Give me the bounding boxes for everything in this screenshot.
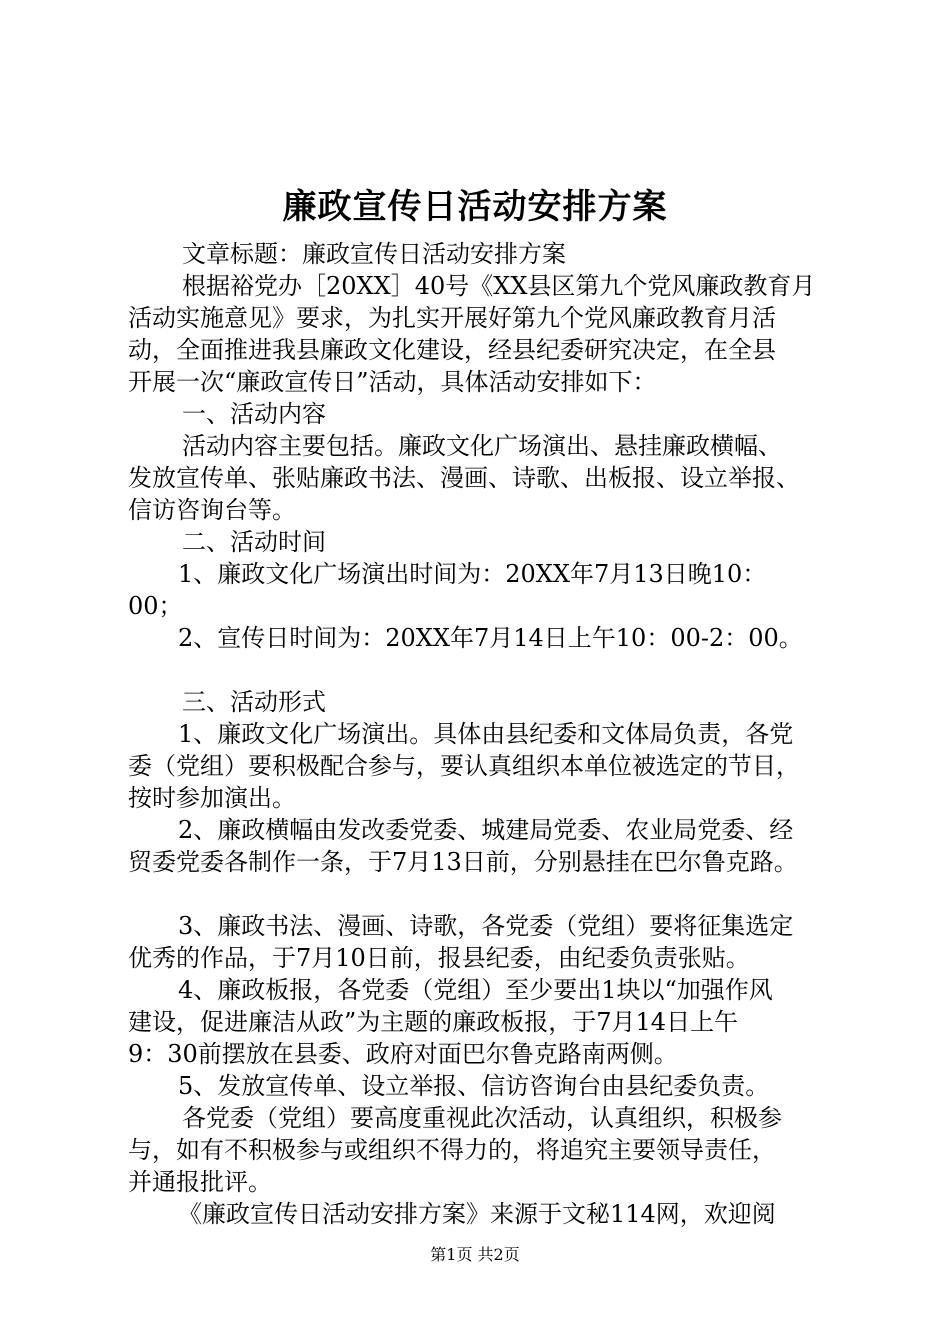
section-heading: 一、活动内容 — [182, 400, 326, 428]
paragraph-line: 信访咨询台等。 — [128, 496, 296, 524]
paragraph-line: 优秀的作品，于7月10日前，报县纪委，由纪委负责张贴。 — [128, 944, 750, 972]
paragraph-line: 建设，促进廉洁从政”为主题的廉政板报，于7月14日上午 — [128, 1008, 739, 1036]
paragraph-line: 按时参加演出。 — [128, 784, 296, 812]
section-heading: 二、活动时间 — [182, 528, 326, 556]
paragraph-line: 与，如有不积极参与或组织不得力的，将追究主要领导责任， — [128, 1136, 776, 1164]
paragraph-line: 贸委党委各制作一条，于7月13日前，分别悬挂在巴尔鲁克路。 — [128, 848, 798, 876]
paragraph-line: 2、廉政横幅由发改委党委、城建局党委、农业局党委、经 — [178, 816, 794, 844]
paragraph-line: 动，全面推进我县廉政文化建设，经县纪委研究决定，在全县 — [128, 336, 776, 364]
paragraph-line: 并通报批评。 — [128, 1168, 272, 1196]
paragraph-line: 9：30前摆放在县委、政府对面巴尔鲁克路南两侧。 — [128, 1040, 678, 1068]
article-title-line: 文章标题：廉政宣传日活动安排方案 — [182, 240, 566, 268]
paragraph-line: 1、廉政文化广场演出。具体由县纪委和文体局负责，各党 — [178, 720, 794, 748]
paragraph-line: 活动内容主要包括。廉政文化广场演出、悬挂廉政横幅、 — [182, 432, 782, 460]
paragraph-line: 4、廉政板报，各党委（党组）至少要出1块以“加强作风 — [178, 976, 773, 1004]
paragraph-line: 2、宣传日时间为：20XX年7月14日上午10：00-2：00。 — [178, 624, 803, 652]
blank-line — [128, 878, 840, 910]
paragraph-line: 1、廉政文化广场演出时间为：20XX年7月13日晚10： — [178, 560, 767, 588]
section-heading: 三、活动形式 — [182, 688, 326, 716]
paragraph-line: 各党委（党组）要高度重视此次活动，认真组织，积极参 — [182, 1104, 782, 1132]
source-line: 《廉政宣传日活动安排方案》来源于文秘114网，欢迎阅 — [178, 1200, 776, 1228]
paragraph-line: 00； — [128, 592, 183, 620]
blank-line — [128, 654, 840, 686]
paragraph-line: 委（党组）要积极配合参与，要认真组织本单位被选定的节目， — [128, 752, 800, 780]
page-footer: 第1页 共2页 — [430, 1245, 520, 1264]
paragraph-line: 根据裕党办［20XX］40号《XX县区第九个党风廉政教育月 — [182, 272, 816, 300]
document-body — [128, 238, 840, 1230]
paragraph-line: 发放宣传单、张贴廉政书法、漫画、诗歌、出板报、设立举报、 — [128, 464, 800, 492]
document-title: 廉政宣传日活动安排方案 — [282, 187, 668, 227]
paragraph-line: 开展一次“廉政宣传日”活动，具体活动安排如下： — [128, 368, 657, 396]
paragraph-line: 活动实施意见》要求，为扎实开展好第九个党风廉政教育月活 — [128, 304, 776, 332]
paragraph-line: 5、发放宣传单、设立举报、信访咨询台由县纪委负责。 — [178, 1072, 770, 1100]
paragraph-line: 3、廉政书法、漫画、诗歌，各党委（党组）要将征集选定 — [178, 912, 794, 940]
